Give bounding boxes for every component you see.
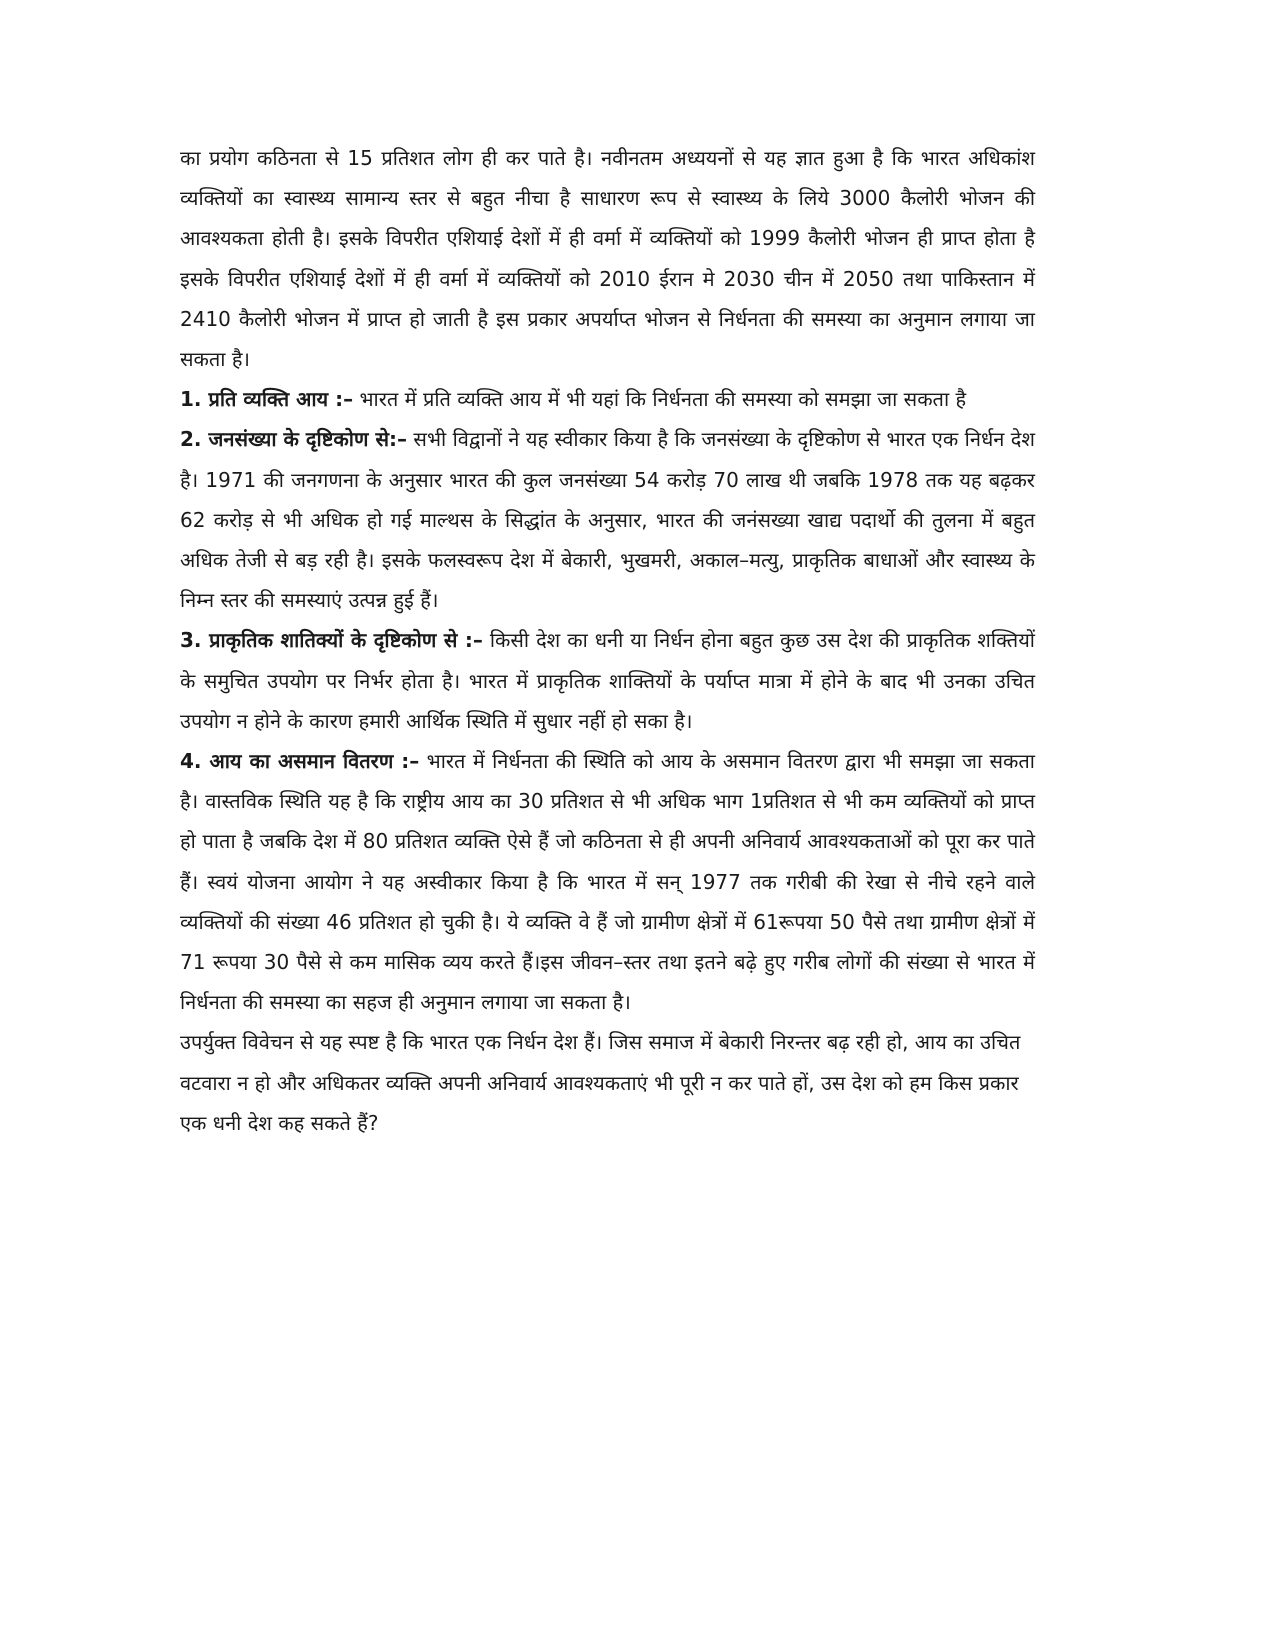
paragraph-per-capita-income: [180, 379, 1035, 419]
paragraph-text: किसी देश का धनी या निर्धन होना बहुत कुछ उस देश की प्राकृतिक शक्तियों के समुचित उपयोग पर निर्भर होता है। भारत में प्राकृतिक शाक्तियों के पर्याप्त मात्रा में होने के बाद भी उनका उचित उपयोग न होने के कारण हमारी आर्थिक स्थिति में सुधार नहीं हो सका है।: [180, 628, 1035, 733]
section-heading: 1. प्रति व्यक्ति आय :–: [180, 387, 354, 412]
paragraph-food-consumption: [180, 138, 1035, 379]
section-heading: 2. जनसंख्या के दृष्टिकोण से:–: [180, 427, 407, 452]
paragraph-text: भारत में निर्धनता की स्थिति को आय के असमान वितरण द्वारा भी समझा जा सकता है। वास्तविक स्थिति यह है कि राष्ट्रीय आय का 30 प्रतिशत से भी अधिक भाग 1प्रतिशत से भी कम व्यक्तियों को प्राप्त हो पाता है जबकि देश में 80 प्रतिशत व्यक्ति ऐसे हैं जो कठिनता से ही अपनी अनिवार्य आवश्यकताओं को पूरा कर पाते हैं। स्वयं योजना आयोग ने यह अस्वीकार किया है कि भारत में सन् 1977 तक गरीबी की रेखा से नीचे रहने वाले व्यक्तियों की संख्या 46 प्रतिशत हो चुकी है। ये व्यक्ति वे हैं जो ग्रामीण क्षेत्रों में 61रूपया 50 पैसे तथा ग्रामीण क्षेत्रों में 71 रूपया 30 पैसे से कम मासिक व्यय करते हैं।इस जीवन–स्तर तथा इतने बढ़े हुए गरीब लोगों की संख्या से भारत में निर्धनता की समस्या का सहज ही अनुमान लगाया जा सकता है।: [180, 749, 1035, 1015]
section-heading: 4. आय का असमान वितरण :–: [180, 749, 420, 774]
paragraph-population: [180, 419, 1035, 620]
paragraph-income-distribution: [180, 741, 1035, 1022]
paragraph-conclusion: [180, 1022, 1035, 1143]
paragraph-text: भारत में प्रति व्यक्ति आय में भी यहां कि निर्धनता की समस्या को समझा जा सकता है: [353, 387, 967, 412]
paragraph-text: सभी विद्वानों ने यह स्वीकार किया है कि जनसंख्या के दृष्टिकोण से भारत एक निर्धन देश है। 1971 की जनगणना के अनुसार भारत की कुल जनसंख्या 54 करोड़ 70 लाख थी जबकि 1978 तक यह बढ़कर 62 करोड़ से भी अधिक हो गई माल्थस के सिद्धांत के अनुसार, भारत की जनंसख्या खाद्य पदार्थो की तुलना में बहुत अधिक तेजी से बड़ रही है। इसके फलस्वरूप देश में बेकारी, भुखमरी, अकाल–मत्यु, प्राकृतिक बाधाओं और स्वास्थ्य के निम्न स्तर की समस्याएं उत्पन्न हुई हैं।: [180, 427, 1036, 613]
paragraph-text: उपर्युक्त विवेचन से यह स्पष्ट है कि भारत एक निर्धन देश हैं। जिस समाज में बेकारी निरन्तर बढ़ रही हो, आय का उचित वटवारा न हो और अधिकतर व्यक्ति अपनी अनिवार्य आवश्यकताएं भी पूरी न कर पाते हों, उस देश को हम किस प्रकार एक धनी देश कह सकते हैं?: [180, 1030, 1021, 1135]
paragraph-text: का प्रयोग कठिनता से 15 प्रतिशत लोग ही कर पाते है। नवीनतम अध्ययनों से यह ज्ञात हुआ है कि भारत अधिकांश व्यक्तियों का स्वास्थ्य सामान्य स्तर से बहुत नीचा है साधारण रूप से स्वास्थ्य के लिये 3000 कैलोरी भोजन की आवश्यकता होती है। इसके विपरीत एशियाई देशों में ही वर्मा में व्यक्तियों को 1999 कैलोरी भोजन ही प्राप्त होता है इसके विपरीत एशियाई देशों में ही वर्मा में व्यक्तियों को 2010 ईरान मे 2030 चीन में 2050 तथा पाकिस्तान में 2410 कैलोरी भोजन में प्राप्त हो जाती है इस प्रकार अपर्याप्त भोजन से निर्धनता की समस्या का अनुमान लगाया जा सकता है।: [180, 146, 1035, 372]
document-page: [180, 138, 1035, 1143]
section-heading: 3. प्राकृतिक शातिक्यों के दृष्टिकोण से :–: [180, 628, 483, 653]
paragraph-natural-resources: [180, 620, 1035, 741]
